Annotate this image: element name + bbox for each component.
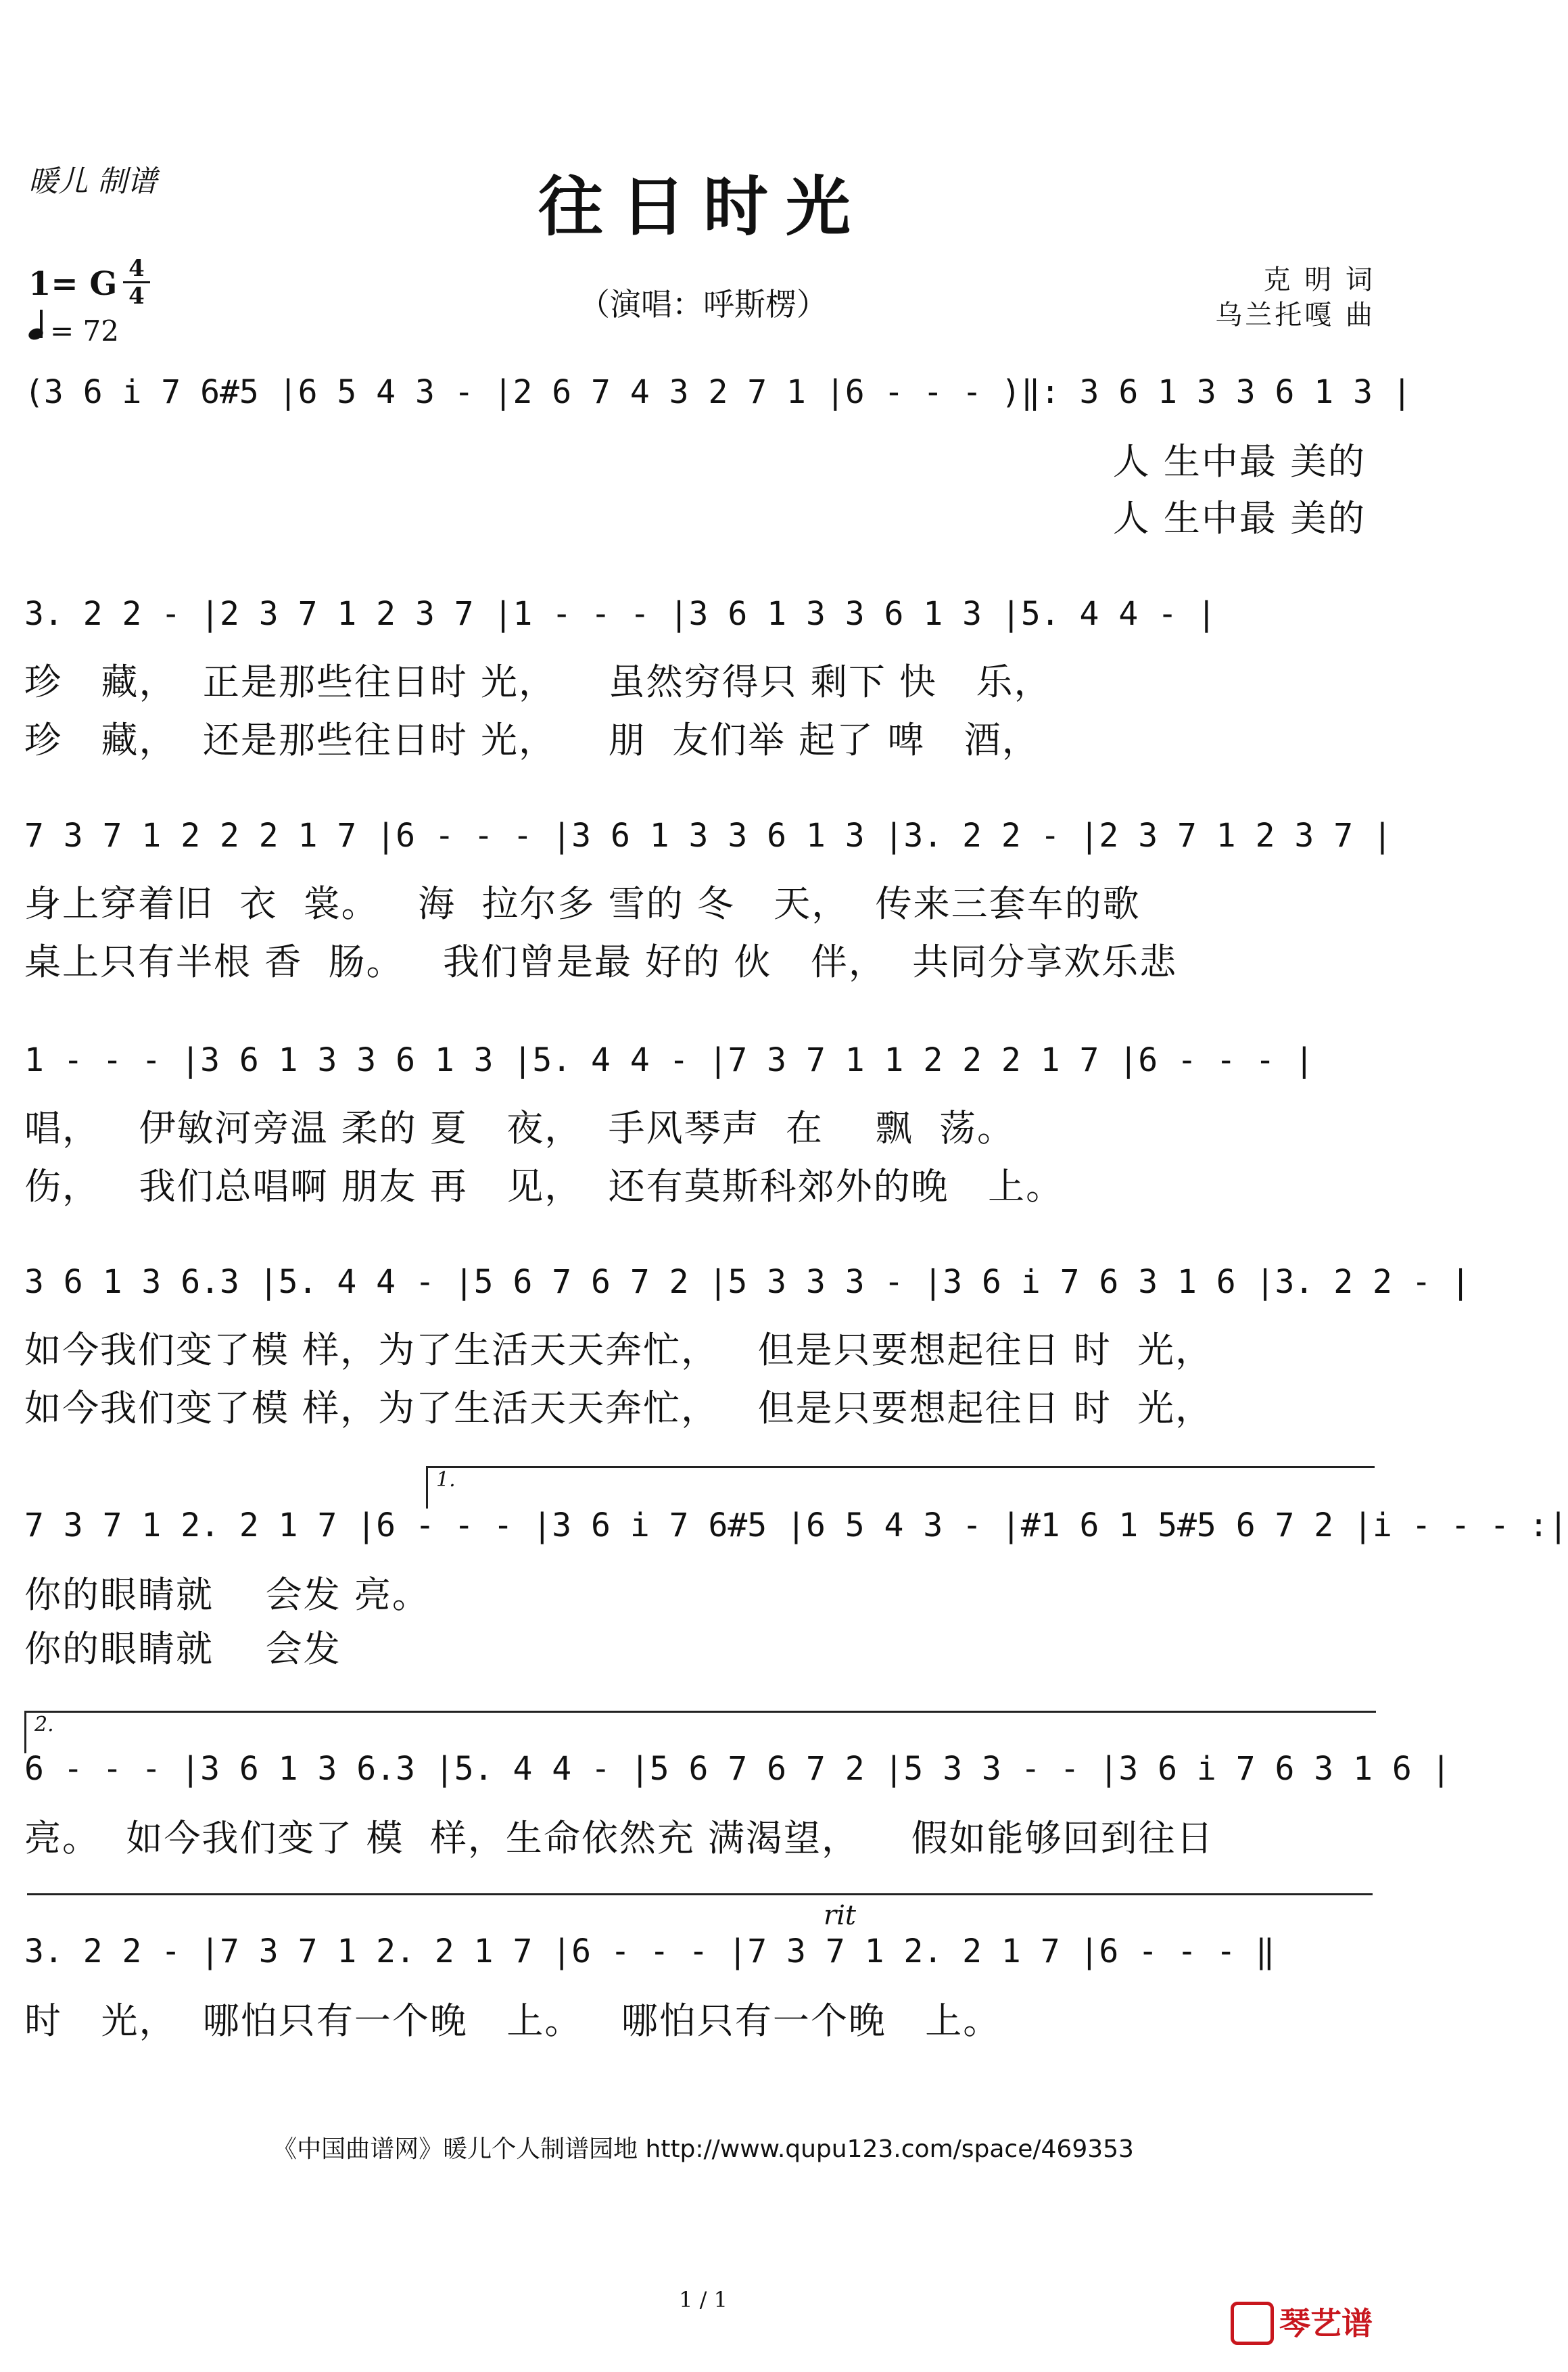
tempo-value: = 72 [50,314,119,348]
footer-source: 《中国曲谱网》暖儿个人制谱园地 http://www.qupu123.com/space/469353 [272,2135,1134,2163]
logo-mark-icon [1231,2302,1274,2345]
time-signature-top: 4 [128,255,145,282]
lyricist-credit: 克 明 词 [1263,264,1375,295]
volta-second-ending [24,1711,1376,1753]
volta-second-label: 2. [34,1713,54,1736]
system-4-lyrics-verse2: 伤， 我们总唱啊 朋友 再 见， 还有莫斯科郊外的晚 上。 [24,1165,1064,1208]
system-5-lyrics-verse2: 如今我们变了模 样，为了生活天天奔忙， 但是只要想起往日 时 光， [24,1387,1214,1429]
system-7-notes: 6 - - - |3 6 1 3 6.3 |5. 4 4 - |5 6 7 6 7 2 |5 3 3 - - |3 6 i 7 6 3 1 6 | [24,1750,1451,1788]
time-signature-bottom: 4 [128,283,145,310]
system-8-top-line [27,1893,1373,1895]
site-logo [1231,2299,1373,2348]
composer-credit: 乌兰托嘎 曲 [1215,300,1375,331]
song-title: 往日时光 [538,168,868,245]
singer-credit: （演唱：呼斯楞） [579,286,828,323]
score-maker: 暖儿 制谱 [28,164,157,199]
system-5-notes: 3 6 1 3 6.3 |5. 4 4 - |5 6 7 6 7 2 |5 3 3 3 - |3 6 i 7 6 3 1 6 |3. 2 2 - | [24,1263,1471,1301]
system-8-lyrics: 时 光， 哪怕只有一个晚 上。 哪怕只有一个晚 上。 [24,1999,1001,2042]
system-1-lyrics-verse2: 人 生中最 美的 [1112,497,1366,540]
logo-text: 琴艺谱 [1279,2305,1373,2342]
system-4-notes: 1 - - - |3 6 1 3 3 6 1 3 |5. 4 4 - |7 3 7 1 1 2 2 2 1 7 |6 - - - | [24,1041,1314,1079]
system-2-lyrics-verse1: 珍 藏， 正是那些往日时 光， 虽然穷得只 剩下 快 乐， [24,661,1052,703]
volta-first-label: 1. [436,1468,456,1492]
system-2-notes: 3. 2 2 - |2 3 7 1 2 3 7 |1 - - - |3 6 1 3 3 6 1 3 |5. 4 4 - | [24,595,1216,633]
system-2-lyrics-verse2: 珍 藏， 还是那些往日时 光， 朋 友们举 起了 啤 酒， [24,719,1040,761]
system-6-lyrics-verse1: 你的眼睛就 会发 亮。 [24,1573,430,1616]
key-signature: 1= G [28,265,118,303]
system-3-notes: 7 3 7 1 2 2 2 1 7 |6 - - - |3 6 1 3 3 6 1 3 |3. 2 2 - |2 3 7 1 2 3 7 | [24,817,1392,855]
system-3-lyrics-verse2: 桌上只有半根 香 肠。 我们曾是最 好的 伙 伴， 共同分享欢乐悲 [24,941,1178,983]
system-1-lyrics-verse1: 人 生中最 美的 [1112,440,1366,483]
system-4-lyrics-verse1: 唱， 伊敏河旁温 柔的 夏 夜， 手风琴声 在 飘 荡。 [24,1107,1015,1149]
system-6-lyrics-verse2: 你的眼睛就 会发 [24,1628,341,1670]
system-5-lyrics-verse1: 如今我们变了模 样，为了生活天天奔忙， 但是只要想起往日 时 光， [24,1329,1214,1371]
volta-first-ending [426,1466,1375,1509]
ritardando-marking: rit [824,1900,856,1931]
system-7-lyrics: 亮。 如今我们变了 模 样，生命依然充 满渴望， 假如能够回到往日 [24,1817,1214,1859]
system-3-lyrics-verse1: 身上穿着旧 衣 裳。 海 拉尔多 雪的 冬 天， 传来三套车的歌 [24,882,1141,925]
system-1-notes: (3 6 i 7 6#5 |6 5 4 3 - |2 6 7 4 3 2 7 1 |6 - - - )‖: 3 6 1 3 3 6 1 3 | [24,373,1412,411]
system-8-notes: 3. 2 2 - |7 3 7 1 2. 2 1 7 |6 - - - |7 3 7 1 2. 2 1 7 |6 - - - ‖ [24,1932,1275,1970]
system-6-notes: 7 3 7 1 2. 2 1 7 |6 - - - |3 6 i 7 6#5 |6 5 4 3 - |#1 6 1 5#5 6 7 2 |i - - - :| [24,1507,1568,1544]
page-number: 1 / 1 [679,2287,728,2312]
